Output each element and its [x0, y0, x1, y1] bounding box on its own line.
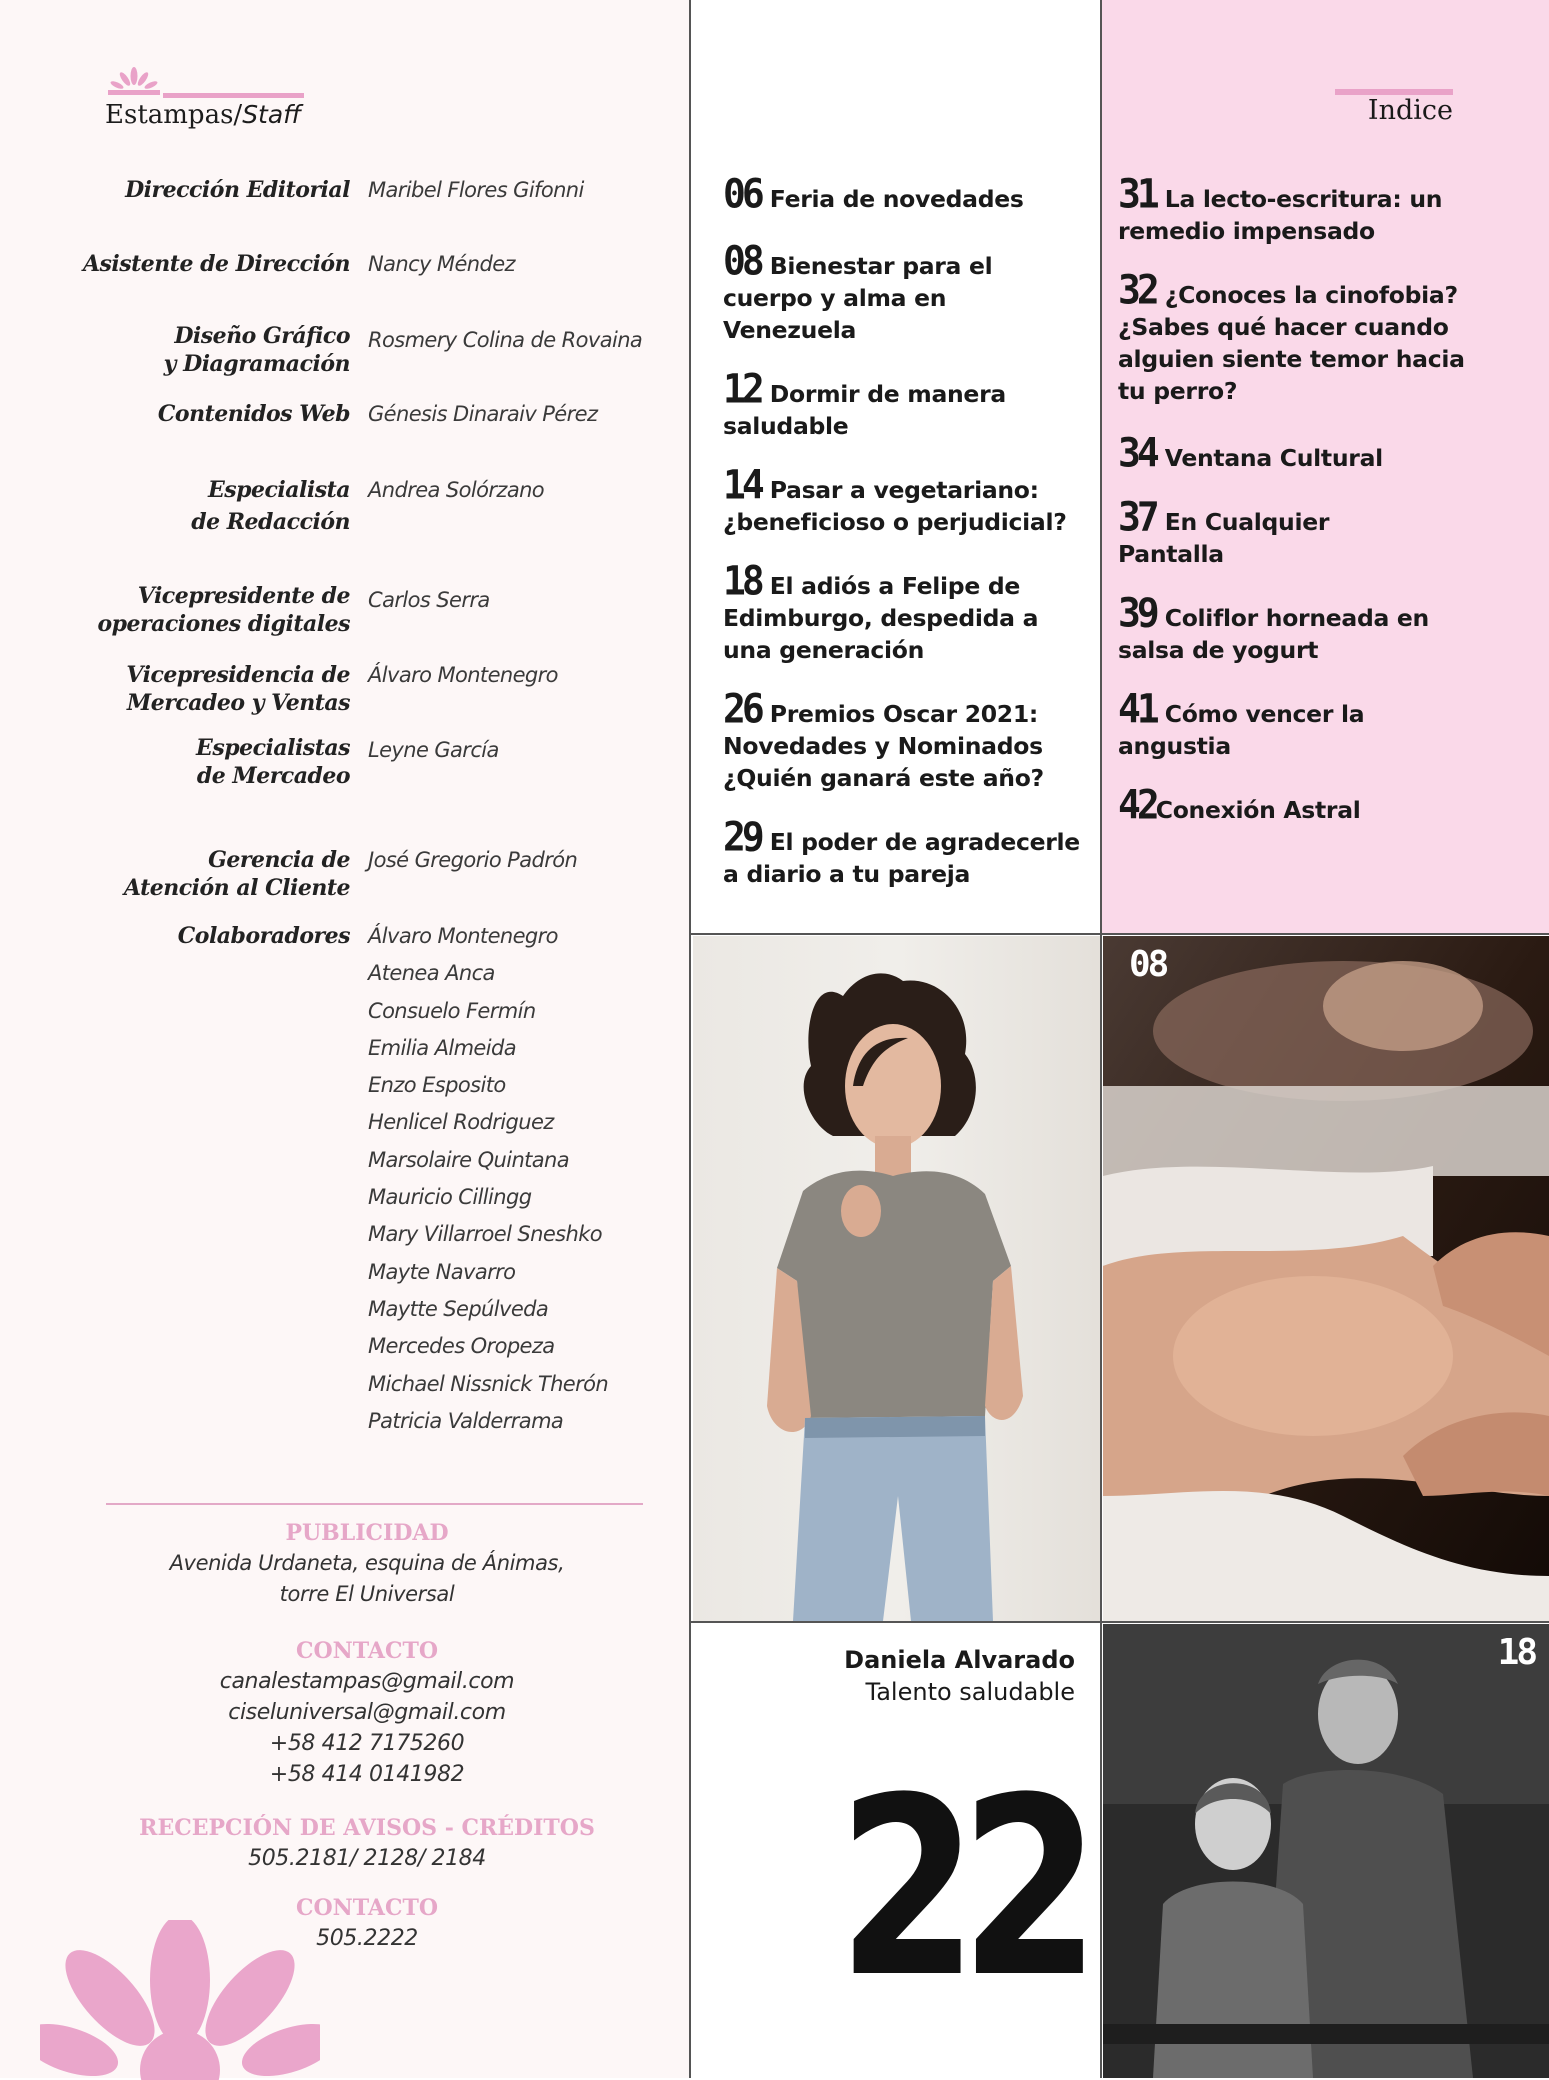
publicidad-address-line: Avenida Urdaneta, esquina de Ánimas, — [169, 1551, 565, 1575]
toc-title: Pantalla — [1118, 540, 1224, 568]
cover-page-number[interactable]: 22 — [837, 1746, 1082, 2032]
info-divider — [106, 1503, 643, 1505]
staff-person: Álvaro Montenegro — [368, 663, 558, 687]
toc-page-number: 39 — [1118, 589, 1156, 637]
royals-photo[interactable] — [1103, 1624, 1549, 2078]
toc-page-number: 18 — [723, 557, 761, 605]
toc-title: Feria de novedades — [769, 185, 1024, 213]
collaborators-list — [368, 918, 608, 1440]
cover-name: Daniela Alvarado — [844, 1646, 1075, 1674]
toc-title: salsa de yogurt — [1118, 636, 1319, 664]
collaborator-name: Mercedes Oropeza — [368, 1334, 555, 1359]
contacto-heading: CONTACTO — [295, 1638, 439, 1664]
toc-title: a diario a tu pareja — [723, 860, 971, 888]
collaborator-name: Álvaro Montenegro — [368, 924, 558, 948]
toc-page-number: 29 — [723, 813, 761, 861]
publicidad-block — [0, 1518, 734, 1610]
avisos-heading: RECEPCIÓN DE AVISOS - CRÉDITOS — [139, 1815, 595, 1841]
toc-entry[interactable] — [723, 461, 1067, 538]
staff-person: Nancy Méndez — [368, 252, 515, 276]
cover-subtitle: Talento saludable — [865, 1678, 1075, 1706]
staff-person: Carlos Serra — [368, 588, 490, 612]
toc-entry[interactable] — [723, 557, 1039, 666]
staff-role: Contenidos Web — [157, 401, 350, 427]
staff-role: Vicepresidencia de Mercadeo y Ventas — [126, 662, 350, 716]
toc-title: cuerpo y alma en — [723, 284, 947, 312]
staff-role: Especialistas de Mercadeo — [196, 735, 350, 789]
staff-person: Génesis Dinaraiv Pérez — [368, 402, 598, 426]
spa-photo[interactable] — [1103, 936, 1549, 1621]
toc-title: saludable — [723, 412, 849, 440]
cover-caption-cell — [693, 1624, 1100, 2078]
row-divider — [689, 1621, 1549, 1623]
toc-title: una generación — [723, 636, 925, 664]
toc-page-number: 08 — [723, 237, 761, 285]
spa-page-label: 08 — [1129, 944, 1167, 985]
toc-entry[interactable] — [723, 170, 1024, 218]
collaborator-name: Mayte Navarro — [368, 1259, 516, 1284]
toc-entry[interactable] — [1118, 170, 1443, 247]
row-divider — [689, 933, 1549, 935]
publicidad-address-line: torre El Universal — [279, 1582, 455, 1606]
contact-email-link[interactable]: ciseluniversal@gmail.com — [228, 1700, 506, 1725]
toc-page-number: 26 — [723, 685, 761, 733]
royals-page-label: 18 — [1497, 1632, 1535, 1673]
column-divider — [689, 0, 691, 2078]
collaborator-name: Michael Nissnick Therón — [368, 1371, 609, 1396]
staff-person: Andrea Solórzano — [368, 478, 545, 502]
toc-title: En Cualquier — [1164, 508, 1330, 536]
toc-page-number: 37 — [1118, 493, 1156, 541]
toc-title: Cómo vencer la — [1164, 700, 1365, 728]
toc-page-number: 06 — [723, 170, 761, 218]
flower-decoration-icon — [40, 1920, 320, 2080]
toc-page-number: 41 — [1118, 685, 1156, 733]
toc-entry[interactable] — [723, 365, 1006, 442]
toc-title: Dormir de manera — [769, 380, 1006, 408]
toc-title: Ventana Cultural — [1164, 444, 1383, 472]
staff-role: Diseño Gráfico y Diagramación — [163, 323, 350, 377]
toc-title: angustia — [1118, 732, 1231, 760]
toc-entry[interactable] — [1118, 266, 1465, 407]
toc-page-number: 32 — [1118, 266, 1156, 314]
toc-title: remedio impensado — [1118, 217, 1375, 245]
toc-title: Novedades y Nominados — [723, 732, 1043, 760]
toc-title: ¿beneficioso o perjudicial? — [723, 508, 1067, 536]
indice-title: Indice — [1367, 95, 1453, 126]
cover-portrait-photo[interactable] — [693, 936, 1100, 1621]
staff-role: Especialista de Redacción — [191, 477, 350, 535]
toc-title: tu perro? — [1118, 377, 1238, 405]
publicidad-heading: PUBLICIDAD — [285, 1520, 449, 1546]
toc-title: Bienestar para el — [769, 252, 993, 280]
staff-person: Maribel Flores Gifonni — [368, 178, 584, 202]
portrait-illustration — [693, 936, 1100, 1621]
brand-title: Estampas/Staff — [105, 100, 302, 130]
toc-title: Edimburgo, despedida a — [723, 604, 1039, 632]
toc-title: Pasar a vegetariano: — [769, 476, 1039, 504]
toc-page-number: 34 — [1118, 429, 1156, 477]
toc-title: Coliflor horneada en — [1164, 604, 1429, 632]
collaborator-name: Mary Villarroel Sneshko — [368, 1222, 603, 1247]
toc-entry[interactable] — [1118, 429, 1383, 477]
contacto-block — [0, 1636, 734, 1790]
toc-entry[interactable] — [723, 237, 993, 346]
contacto2-heading: CONTACTO — [295, 1895, 439, 1921]
collaborator-name: Atenea Anca — [368, 961, 495, 986]
collaborator-name: Mauricio Cillingg — [368, 1185, 532, 1210]
toc-title: Conexión Astral — [1155, 796, 1361, 824]
toc-entry[interactable] — [723, 813, 1080, 890]
staff-role: Gerencia de Atención al Cliente — [123, 847, 350, 901]
flower-logo-icon — [108, 66, 160, 96]
contacto2-number: 505.2222 — [316, 1926, 418, 1951]
toc-entry[interactable] — [1118, 685, 1365, 762]
contact-phone: +58 412 7175260 — [269, 1731, 465, 1756]
staff-person: Leyne García — [368, 738, 499, 762]
collaborators-label: Colaboradores — [177, 923, 350, 949]
avisos-numbers: 505.2181/ 2128/ 2184 — [248, 1846, 486, 1871]
brand-underline — [163, 93, 304, 98]
staff-column — [0, 0, 690, 2078]
toc-page-number: 12 — [723, 365, 761, 413]
spa-illustration — [1103, 936, 1549, 1621]
toc-title: ¿Quién ganará este año? — [723, 764, 1044, 792]
toc-entry[interactable] — [723, 685, 1044, 794]
toc-title: El poder de agradecerle — [769, 828, 1080, 856]
toc-entry[interactable] — [1118, 589, 1429, 666]
toc-title: ¿Conoces la cinofobia? — [1164, 281, 1458, 309]
collaborator-name: Maytte Sepúlveda — [368, 1296, 549, 1321]
collaborator-name: Henlicel Rodriguez — [368, 1110, 554, 1135]
staff-role: Dirección Editorial — [125, 177, 350, 203]
column-divider — [1100, 0, 1102, 2078]
collaborator-name: Patricia Valderrama — [368, 1408, 564, 1433]
toc-title: La lecto-escritura: un — [1164, 185, 1443, 213]
staff-person: Rosmery Colina de Rovaina — [368, 328, 643, 352]
contact-email-link[interactable]: canalestampas@gmail.com — [219, 1669, 515, 1694]
toc-title: El adiós a Felipe de — [769, 572, 1020, 600]
toc-title: alguien siente temor hacia — [1118, 345, 1465, 373]
contact-phone: +58 414 0141982 — [269, 1762, 465, 1787]
toc-entry[interactable] — [1118, 781, 1361, 829]
toc-title: Premios Oscar 2021: — [769, 700, 1038, 728]
collaborator-name: Emilia Almeida — [368, 1035, 516, 1060]
avisos-block — [0, 1813, 734, 1874]
collaborator-name: Enzo Esposito — [368, 1073, 506, 1098]
collaborator-name: Consuelo Fermín — [368, 998, 536, 1023]
toc-entry[interactable] — [1118, 493, 1330, 570]
toc-title: Venezuela — [723, 316, 857, 344]
staff-role: Asistente de Dirección — [82, 251, 350, 277]
toc-page-number: 14 — [723, 461, 761, 509]
staff-role: Vicepresidente de operaciones digitales — [97, 583, 350, 637]
royals-illustration — [1103, 1624, 1549, 2078]
collaborator-name: Marsolaire Quintana — [368, 1147, 570, 1172]
toc-page-number: 42 — [1118, 781, 1156, 829]
toc-page-number: 31 — [1118, 170, 1156, 218]
staff-person: José Gregorio Padrón — [368, 848, 578, 872]
toc-title: ¿Sabes qué hacer cuando — [1118, 313, 1449, 341]
